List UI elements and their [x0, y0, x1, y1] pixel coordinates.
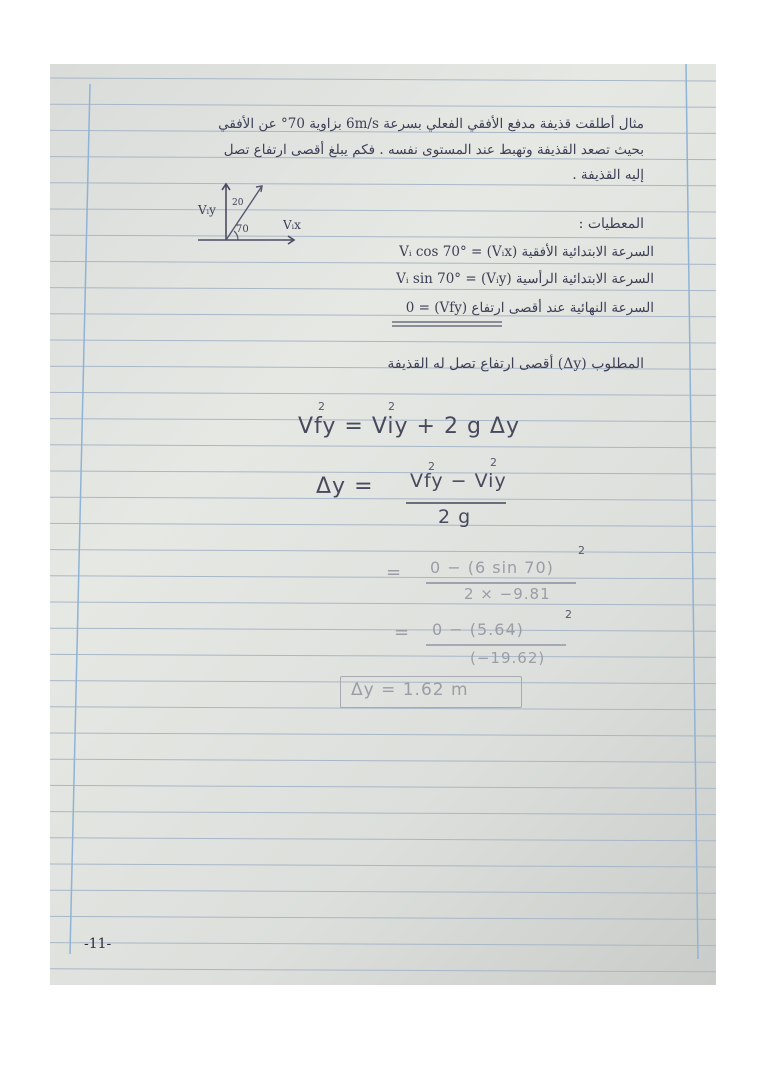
equation-2-fraction-bar — [406, 502, 506, 504]
ruled-line — [50, 602, 716, 605]
ruled-line — [50, 471, 716, 474]
given-item-2: السرعة الابتدائية الرأسية (Vᵢy) = Vᵢ sin 70° — [396, 271, 654, 287]
ruled-line — [50, 235, 716, 238]
ruled-line — [50, 576, 716, 579]
diagram-label-viy: Vᵢy — [198, 203, 216, 217]
ruled-line — [50, 183, 716, 186]
ruled-line — [50, 78, 716, 81]
ruled-line — [50, 759, 716, 762]
equation-2-denominator: 2 g — [438, 506, 472, 528]
right-margin-line — [686, 64, 698, 959]
eq1-vf-square: 2 — [318, 400, 325, 413]
equation-3-fraction-bar — [426, 582, 576, 584]
ruled-line — [50, 340, 716, 343]
eq4-square: 2 — [565, 608, 572, 621]
problem-line-3: إليه القذيفة . — [572, 167, 644, 183]
ruled-line — [50, 288, 716, 291]
ruled-line — [50, 628, 716, 631]
equation-4-fraction-bar — [426, 644, 566, 646]
answer-text: Δy = 1.62 m — [351, 680, 469, 700]
equation-2-numerator: Vfy − Viy — [410, 470, 507, 492]
equation-1: Vfy = Viy + 2 g Δy — [298, 414, 520, 439]
diagram-label-small-angle: 20 — [232, 198, 244, 208]
equation-4-numerator: 0 − (5.64) — [432, 620, 524, 639]
ruled-line — [50, 864, 716, 867]
ruled-line — [50, 392, 716, 395]
page-number: -11- — [84, 936, 112, 952]
givens-heading: المعطيات : — [578, 216, 644, 232]
ruled-line — [50, 261, 716, 264]
left-margin-line — [70, 84, 90, 954]
equation-4-lhs: = — [394, 622, 411, 643]
ruled-line — [50, 654, 716, 657]
ruled-line — [50, 943, 716, 946]
notebook-page-photo — [50, 64, 716, 985]
equation-3-lhs: = — [386, 562, 403, 583]
ruled-line — [50, 969, 716, 972]
problem-line-1: مثال أطلقت قذيفة مدفع الأفقي الفعلي بسرعة 6m/s بزاوية 70° عن الأفقي — [218, 116, 644, 132]
equation-3-denominator: 2 × −9.81 — [464, 585, 551, 603]
ruled-line — [50, 445, 716, 448]
equation-2-lhs: Δy = — [316, 474, 374, 499]
ruled-line — [50, 104, 716, 107]
given-item-1: السرعة الابتدائية الأفقية (Vᵢx) = Vᵢ cos 70° — [399, 244, 654, 260]
ruled-line — [50, 890, 716, 893]
ruled-line — [50, 550, 716, 553]
ruled-line — [50, 812, 716, 815]
ruled-line — [50, 523, 716, 526]
diagram-label-vix: Vᵢx — [283, 218, 301, 232]
equation-4-denominator: (−19.62) — [470, 649, 546, 667]
eq3-square: 2 — [578, 544, 585, 557]
eq2-vi-square: 2 — [490, 456, 497, 469]
diagram-label-angle: 70 — [236, 224, 249, 235]
ruled-line — [50, 497, 716, 500]
ruled-line — [50, 733, 716, 736]
ruled-line — [50, 838, 716, 841]
answer-box — [340, 676, 522, 708]
equation-3-numerator: 0 − (6 sin 70) — [430, 558, 554, 577]
required-line: المطلوب (Δy) أقصى ارتفاع تصل له القذيفة — [387, 356, 644, 372]
ruled-line — [50, 916, 716, 919]
eq1-vi-square: 2 — [388, 400, 395, 413]
eq2-vf-square: 2 — [428, 460, 435, 473]
ruled-line — [50, 209, 716, 212]
given-item-3: السرعة النهائية عند أقصى ارتفاع (Vfy) = 0 — [405, 300, 654, 316]
given-item-3-underline — [390, 320, 505, 328]
ruled-lines — [50, 64, 716, 985]
ruled-line — [50, 785, 716, 788]
problem-line-2: بحيث تصعد القذيفة وتهبط عند المستوى نفسه . فكم يبلغ أقصى ارتفاع تصل — [223, 142, 644, 158]
